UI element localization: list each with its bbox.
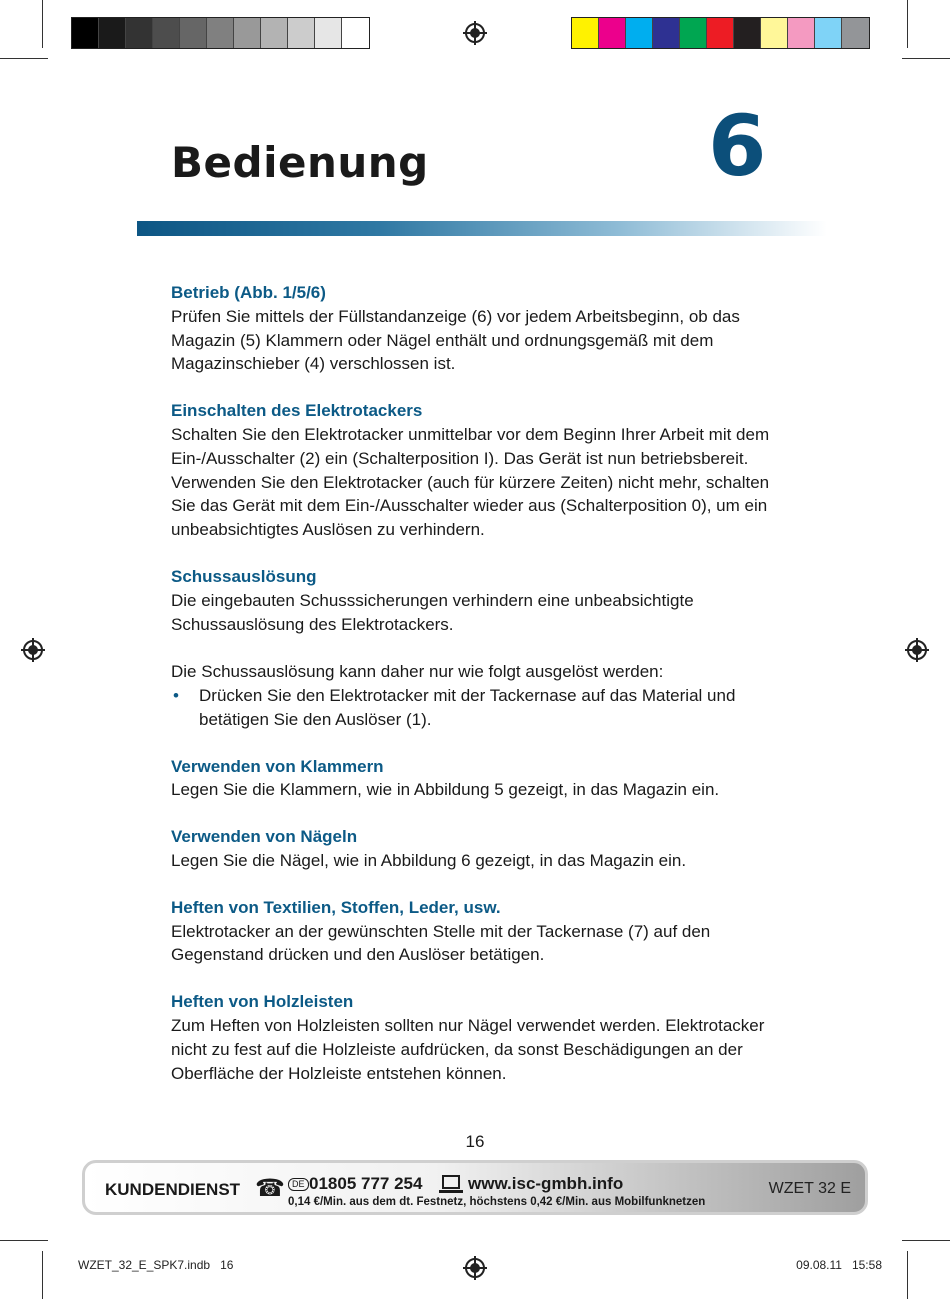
color-swatch — [153, 18, 180, 48]
service-website: www.isc-gmbh.info — [468, 1174, 624, 1193]
color-swatch — [734, 18, 761, 48]
crop-mark — [42, 0, 43, 48]
section-einschalten — [171, 399, 791, 542]
section-holzleisten — [171, 990, 791, 1085]
color-swatch — [788, 18, 815, 48]
section-paragraph: Prüfen Sie mittels der Füllstandanzeige (6) vor jedem Arbeitsbeginn, ob das Magazin (5) Klammern oder Nägel enthält und ordnungsgemäß mit dem Magazinschieber (4) verschlossen ist. — [171, 306, 740, 374]
color-swatch — [207, 18, 234, 48]
section-heading: Verwenden von Nägeln — [171, 827, 358, 847]
color-swatch — [72, 18, 99, 48]
page-title: Bedienung — [171, 138, 429, 187]
list-item: • Drücken Sie den Elektrotacker mit der Tackernase auf das Material und betätigen Sie den Auslöser (1). — [171, 684, 791, 732]
crop-mark — [42, 1251, 43, 1299]
section-klammern — [171, 755, 791, 803]
section-paragraph: Zum Heften von Holzleisten sollten nur Nägel verwendet werden. Elektrotacker nicht zu fest auf die Holzleiste aufdrücken, da sonst Beschädigungen an der Oberfläche der Holzleiste entstehen können. — [171, 1015, 765, 1083]
color-swatch — [261, 18, 288, 48]
section-paragraph: Legen Sie die Nägel, wie in Abbildung 6 gezeigt, in das Magazin ein. — [171, 850, 687, 870]
color-swatch — [761, 18, 788, 48]
section-heading: Schussauslösung — [171, 566, 317, 586]
color-swatch — [653, 18, 680, 48]
registration-mark-icon — [23, 640, 43, 660]
section-paragraph: Die Schussauslösung kann daher nur wie folgt ausgelöst werden: — [171, 662, 664, 682]
color-swatch — [815, 18, 842, 48]
country-badge: DE — [288, 1178, 309, 1191]
section-heading: Heften von Textilien, Stoffen, Leder, usw. — [171, 897, 501, 917]
process-color-bar — [571, 17, 870, 49]
grayscale-color-bar — [71, 17, 370, 49]
color-swatch — [707, 18, 734, 48]
chapter-number: 6 — [708, 97, 767, 195]
main-content — [171, 281, 791, 1108]
crop-mark — [0, 1240, 48, 1241]
section-textilien — [171, 896, 791, 967]
registration-mark-icon — [465, 1258, 485, 1278]
section-heading: Verwenden von Klammern — [171, 756, 384, 776]
color-swatch — [842, 18, 869, 48]
crop-mark — [907, 0, 908, 48]
crop-mark — [902, 1240, 950, 1241]
computer-icon — [442, 1175, 460, 1189]
section-schussausloesung — [171, 565, 791, 732]
service-phone: 01805 777 254 — [309, 1174, 423, 1193]
crop-mark — [902, 58, 950, 59]
color-swatch — [572, 18, 599, 48]
section-paragraph: Legen Sie die Klammern, wie in Abbildung 5 gezeigt, in das Magazin ein. — [171, 780, 720, 800]
service-rates: 0,14 €/Min. aus dem dt. Festnetz, höchstens 0,42 €/Min. aus Mobilfunknetzen — [288, 1196, 706, 1208]
service-bar — [82, 1160, 868, 1215]
page-number: 16 — [465, 1132, 485, 1151]
color-swatch — [626, 18, 653, 48]
model-name: WZET 32 E — [768, 1180, 851, 1197]
section-paragraph: Schalten Sie den Elektrotacker unmittelbar vor dem Beginn Ihrer Arbeit mit dem Ein-/Ausschalter (2) ein (Schalterposition I). Das Gerät ist nun betriebsbereit. Verwenden Sie den Elektrotacker (auch für kürzere Zeiten) nicht mehr, schalten Sie das Gerät mit dem Ein-/Ausschalter wieder aus (Schalterposition 0), um ein unbeabsichtigtes Auslösen zu verhindern. — [171, 424, 770, 540]
header-rule — [137, 221, 827, 236]
color-swatch — [315, 18, 342, 48]
section-heading: Einschalten des Elektrotackers — [171, 401, 423, 421]
bullet-list — [171, 684, 791, 732]
crop-mark — [907, 1251, 908, 1299]
crop-mark — [0, 58, 48, 59]
slug-file: WZET_32_E_SPK7.indb 16 — [78, 1258, 234, 1272]
section-heading: Betrieb (Abb. 1/5/6) — [171, 283, 326, 302]
color-swatch — [599, 18, 626, 48]
color-swatch — [680, 18, 707, 48]
section-paragraph: Die eingebauten Schusssicherungen verhindern eine unbeabsichtigte Schussauslösung des Elektrotackers. — [171, 590, 694, 634]
registration-mark-icon — [907, 640, 927, 660]
color-swatch — [342, 18, 369, 48]
color-swatch — [288, 18, 315, 48]
slug-datetime: 09.08.11 15:58 — [796, 1258, 882, 1272]
color-swatch — [99, 18, 126, 48]
color-swatch — [180, 18, 207, 48]
color-swatch — [126, 18, 153, 48]
section-heading: Heften von Holzleisten — [171, 992, 354, 1012]
section-betrieb — [171, 281, 791, 376]
color-swatch — [234, 18, 261, 48]
section-paragraph: Elektrotacker an der gewünschten Stelle mit der Tackernase (7) auf den Gegenstand drücken und den Auslöser betätigen. — [171, 921, 711, 965]
service-label: KUNDENDIENST — [105, 1180, 241, 1199]
registration-mark-icon — [465, 23, 485, 43]
section-naegel — [171, 825, 791, 873]
telephone-icon: ☎ — [255, 1175, 285, 1202]
